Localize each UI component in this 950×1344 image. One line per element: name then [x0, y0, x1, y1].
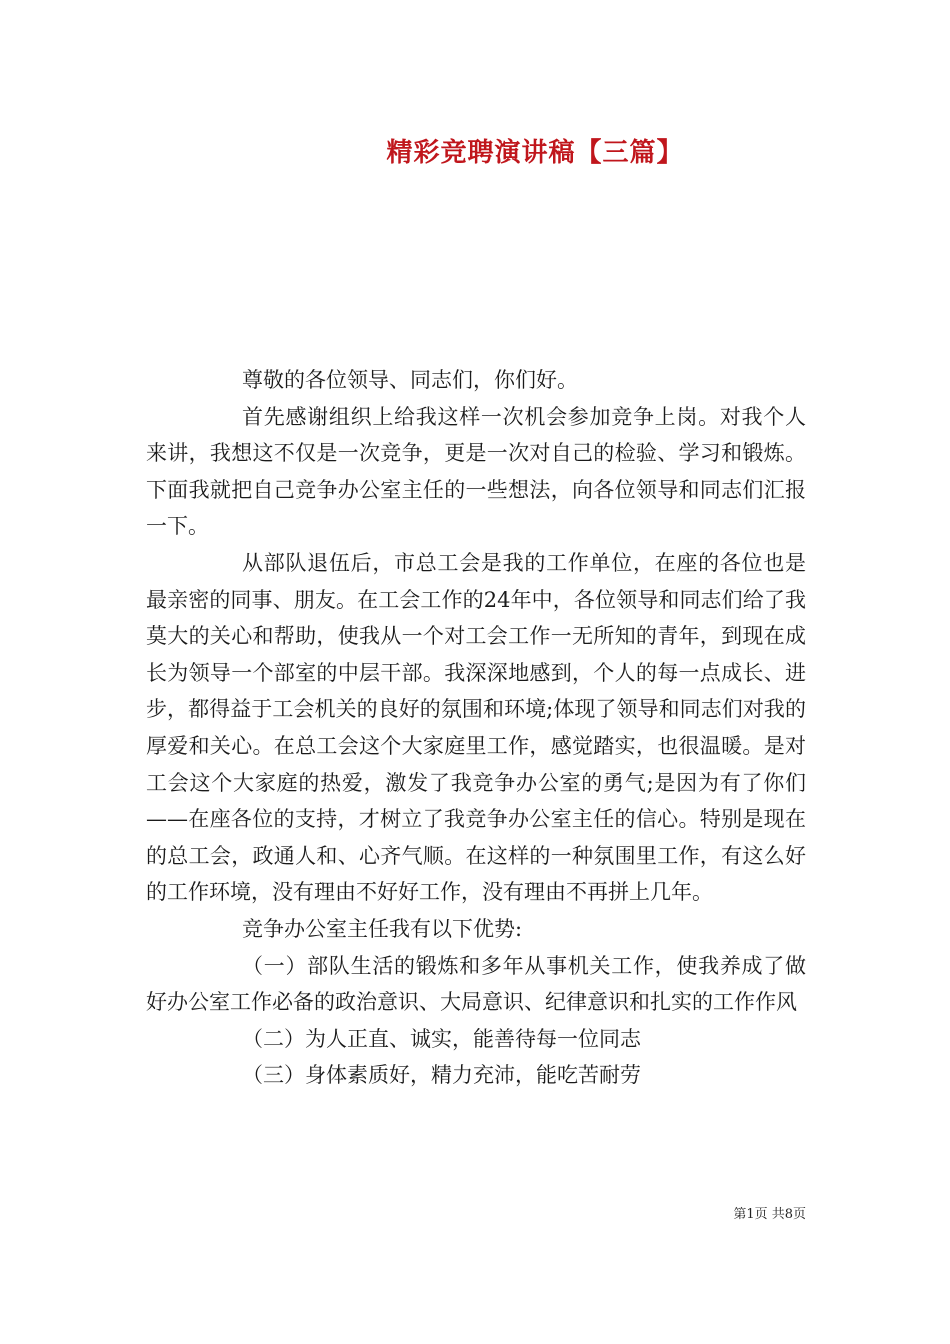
advantage-item-2: （二）为人正直、诚实，能善待每一位同志	[242, 1026, 641, 1051]
paragraph-background: 从部队退伍后，市总工会是我的工作单位，在座的各位也是最亲密的同事、朋友。在工会工作的24年中，各位领导和同志们给了我莫大的关心和帮助，使我从一个对工会工作一无所知的青年，到现在成长为领导一个部室的中层干部。我深深地感到，个人的每一点成长、进步，都得益于工会机关的良好的氛围和环境;体现了领导和同志们对我的厚爱和关心。在总工会这个大家庭里工作，感觉踏实，也很温暖。是对工会这个大家庭的热爱，激发了我竞争办公室的勇气;是因为有了你们——在座各位的支持，才树立了我竞争办公室主任的信心。特别是现在的总工会，政通人和、心齐气顺。在这样的一种氛围里工作，有这么好的工作环境，没有理由不好好工作，没有理由不再拼上几年。	[146, 550, 806, 905]
paragraph-thanks: 首先感谢组织上给我这样一次机会参加竞争上岗。对我个人来讲，我想这不仅是一次竞争，更是一次对自己的检验、学习和锻炼。下面我就把自己竞争办公室主任的一些想法，向各位领导和同志们汇报一下。	[146, 404, 806, 539]
advantage-item-1: （一）部队生活的锻炼和多年从事机关工作，使我养成了做好办公室工作必备的政治意识、大局意识、纪律意识和扎实的工作作风	[146, 953, 806, 1015]
document-title: 精彩竞聘演讲稿【三篇】	[386, 138, 684, 168]
document-body	[146, 362, 806, 1094]
paragraph-advantages-intro: 竞争办公室主任我有以下优势:	[242, 916, 523, 941]
advantage-item-3: （三）身体素质好，精力充沛，能吃苦耐劳	[242, 1063, 641, 1088]
page-number-footer: 第1页 共8页	[733, 1207, 806, 1222]
paragraph-greeting: 尊敬的各位领导、同志们，你们好。	[242, 368, 578, 392]
